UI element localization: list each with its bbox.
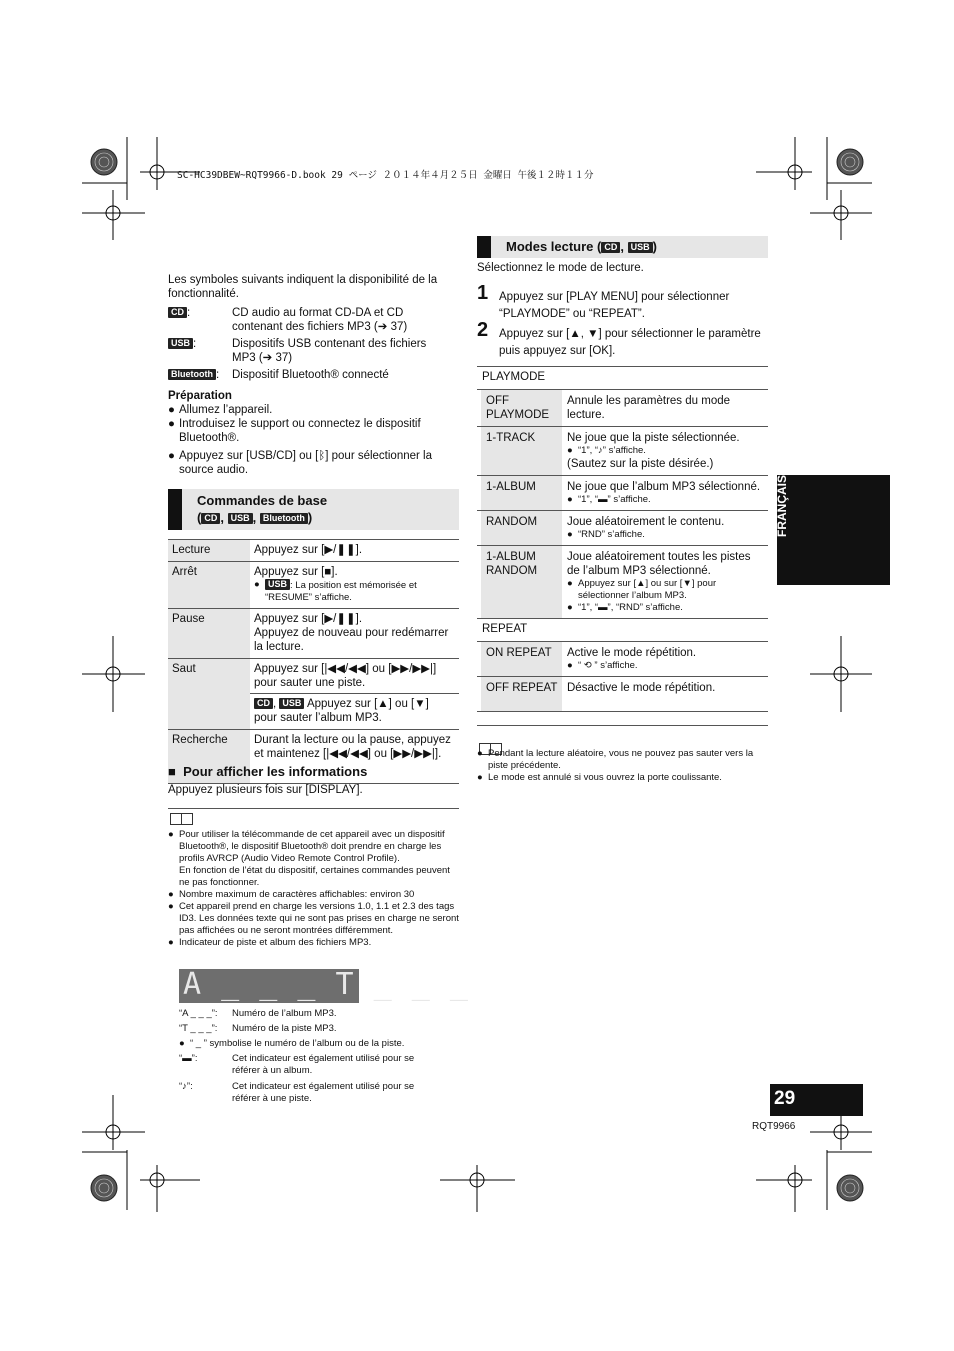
page-number: 29 bbox=[770, 1084, 863, 1116]
info-section-text: Appuyez plusieurs fois sur [DISPLAY]. bbox=[168, 784, 363, 796]
table-row: Recherche Durant la lecture ou la pause, appuyez et maintenez [|◀◀/◀◀] ou [▶▶/▶▶|]. bbox=[168, 730, 459, 784]
basic-controls-header: Commandes de base ( CD , USB , Bluetooth ) bbox=[168, 489, 459, 530]
music-note-icon: ♪ bbox=[182, 1081, 187, 1092]
table-row: Saut Appuyez sur [|◀◀/◀◀] ou [▶▶/▶▶|] pour sauter une piste. CD , USB Appuyez sur [▲] ou [▼] pour sauter l’album MP3. bbox=[168, 659, 459, 730]
info-section-title: ■ Pour afficher les informations bbox=[168, 764, 368, 779]
lcd-display: A _ _ _ T _ _ _ bbox=[179, 969, 359, 1003]
prep-item: ● Appuyez sur [USB/CD] ou [ᛒ] pour sélectionner la source audio. bbox=[168, 450, 432, 476]
symbol-item: USB : Dispositifs USB contenant des fichiers MP3 (➔ 37) bbox=[168, 337, 458, 365]
prep-item: ● Introduisez le support ou connectez le dispositif Bluetooth®. bbox=[168, 418, 421, 444]
print-header: SC-HC39DBEW~RQT9966-D.book 29 ページ ２０１４年４月２５日 金曜日 午後１２時１１分 bbox=[177, 170, 594, 181]
prep-item: ● Allumez l’appareil. bbox=[168, 404, 273, 416]
table-row: Lecture Appuyez sur [▶/❚❚]. bbox=[168, 540, 459, 562]
note-item: ● Le mode est annulé si vous ouvrez la porte coulissante. bbox=[477, 772, 722, 783]
table-row: OFF REPEAT Désactive le mode répétition. bbox=[477, 677, 768, 712]
doc-code: RQT9966 bbox=[752, 1121, 796, 1132]
modes-table bbox=[477, 366, 768, 712]
folder-icon: ▬ bbox=[182, 1053, 192, 1064]
table-row: RANDOM Joue aléatoirement le contenu. ● “RND” s’affiche. bbox=[477, 511, 768, 546]
step-2: 2 Appuyez sur [▲, ▼] pour sélectionner le paramètre puis appuyez sur [OK]. bbox=[477, 319, 761, 357]
table-row: 1-ALBUM Ne joue que l’album MP3 sélectionné. ● “1”, “▬” s’affiche. bbox=[477, 476, 768, 511]
symbol-item: Bluetooth : Dispositif Bluetooth® connecté bbox=[168, 368, 458, 382]
table-row: REPEAT bbox=[477, 619, 768, 642]
table-row: Arrêt Appuyez sur [■]. ● USB : La position est mémorisée et “RESUME” s’affiche. bbox=[168, 562, 459, 609]
basic-controls-title: Commandes de base bbox=[197, 493, 328, 508]
symbol-list bbox=[168, 306, 458, 385]
note-item: ● Indicateur de piste et album des fichiers MP3. bbox=[168, 937, 372, 948]
note-item: ● Cet appareil prend en charge les versions 1.0, 1.1 et 2.3 des tags ID3. Les données texte qui ne sont pas prises en charge ne seront pas affichées ou ne seront montrées différemment. bbox=[168, 901, 459, 936]
left-notes bbox=[168, 829, 460, 949]
intro-text: Les symboles suivants indiquent la disponibilité de la fonctionnalité. bbox=[168, 274, 438, 300]
language-tab: FRANÇAIS bbox=[777, 475, 890, 585]
note-item: En fonction de l’état du dispositif, certaines commandes peuvent ne pas fonctionner. bbox=[179, 865, 450, 888]
table-row: Pause Appuyez sur [▶/❚❚]. Appuyez de nouveau pour redémarrer la lecture. bbox=[168, 609, 459, 659]
right-notes bbox=[477, 748, 768, 784]
note-item: ● Pour utiliser la télécommande de cet appareil avec un dispositif Bluetooth®, le dispositif Bluetooth® doit prendre en charge les profils AVRCP (Audio Video Remote Control Profile). bbox=[168, 829, 445, 864]
note-item: ● Nombre maximum de caractères affichables: environ 30 bbox=[168, 889, 415, 900]
table-row: ON REPEAT Active le mode répétition. ● “ ⟲ ” s’affiche. bbox=[477, 642, 768, 677]
table-row: PLAYMODE bbox=[477, 367, 768, 390]
cd-badge: CD bbox=[201, 513, 220, 524]
notes-icon bbox=[170, 813, 194, 825]
preparation bbox=[168, 389, 458, 477]
lcd-legend: “A _ _ _”: Numéro de l’album MP3. “T _ _ _”: Numéro de la piste MP3. ● “ _ ” symbolise le numéro de l’album ou de la piste. “▬”: Cet indicateur est également utilisé pour se référer à un album. “♪”: Cet indicateur est également utilisé pour se référer à une piste. bbox=[179, 1008, 415, 1104]
usb-badge: USB bbox=[228, 513, 253, 524]
basic-controls-table bbox=[168, 539, 459, 784]
table-row: OFF PLAYMODE Annule les paramètres du mode lecture. bbox=[477, 390, 768, 427]
symbol-item: CD : CD audio au format CD-DA et CD contenant des fichiers MP3 (➔ 37) bbox=[168, 306, 458, 334]
modes-title: Modes lecture ( bbox=[506, 239, 602, 254]
preparation-title: Préparation bbox=[168, 390, 232, 402]
step-1: 1 Appuyez sur [PLAY MENU] pour sélectionner “PLAYMODE” ou “REPEAT”. bbox=[477, 282, 730, 320]
modes-intro: Sélectionnez le mode de lecture. bbox=[477, 262, 644, 274]
note-item: ● Pendant la lecture aléatoire, vous ne pouvez pas sauter vers la piste précédente. bbox=[477, 748, 754, 771]
modes-header: Modes lecture ( CD , USB ) bbox=[477, 236, 768, 258]
table-row: 1-ALBUM RANDOM Joue aléatoirement toutes les pistes de l’album MP3 sélectionné. ● Appuyez sur [▲] ou sur [▼] pour sélectionner l’album MP3. ● “1”, “▬”, “RND” s’affiche. bbox=[477, 546, 768, 619]
table-row: 1-TRACK Ne joue que la piste sélectionnée. ● “1”, “♪” s’affiche. (Sautez sur la piste désirée.) bbox=[477, 427, 768, 476]
bluetooth-badge: Bluetooth bbox=[260, 513, 308, 524]
